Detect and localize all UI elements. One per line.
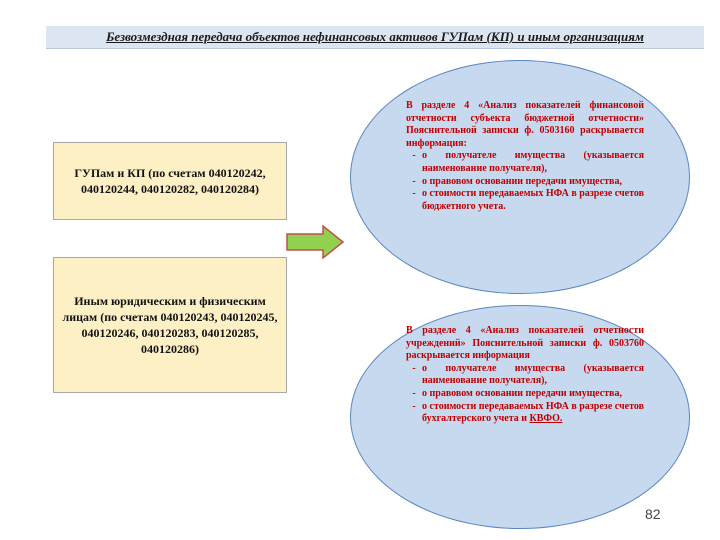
- list-item-text: о правовом основании передачи имущества,: [422, 387, 622, 399]
- list-dash: -: [412, 400, 416, 412]
- recipients-gup-text: ГУПам и КП (по счетам 040120242, 040120244, 040120282, 040120284): [74, 166, 266, 196]
- list-item-text-with-tail: [422, 401, 644, 426]
- disclosure-text-budget: [406, 100, 644, 213]
- list-item: [406, 363, 644, 388]
- recipients-other-box: [53, 257, 287, 393]
- recipients-other-text: Иным юридическим и физическим лицам (по счетам 040120243, 040120245, 040120246, 040120283, 040120285, 040120286): [62, 294, 278, 356]
- title-bar: [46, 26, 704, 49]
- list-item-text: о получателе имущества (указывается наименование получателя),: [422, 362, 644, 387]
- disclosure-text-institution: [406, 325, 644, 426]
- right-arrow-icon: [285, 225, 345, 259]
- list-dash: -: [412, 150, 416, 162]
- list-item-text: о стоимости передаваемых НФА в разрезе счетов бухгалтерского учета и: [422, 400, 645, 425]
- list-item-text: о получателе имущества (указывается наименование получателя),: [422, 150, 644, 174]
- list-item: [406, 188, 644, 213]
- recipients-gup-box: [53, 142, 287, 220]
- list-dash: -: [412, 188, 416, 200]
- disclosure-intro-budget: В разделе 4 «Анализ показателей финансовой отчетности субъекта бюджетной отчетности» Пояснительной записки ф. 0503160 раскрывается информация:: [406, 100, 644, 149]
- slide-title: Безвозмездная передача объектов нефинансовых активов ГУПам (КП) и иным организациям: [106, 29, 644, 44]
- list-dash: -: [412, 387, 416, 399]
- kvfo-underlined: КВФО.: [529, 413, 563, 425]
- list-item: [406, 176, 644, 189]
- list-item-text: о стоимости передаваемых НФА в разрезе счетов бюджетного учета.: [422, 188, 645, 212]
- list-item-text: о правовом основании передачи имущества,: [422, 175, 622, 187]
- list-item: [406, 150, 644, 175]
- list-item: [406, 388, 644, 401]
- list-dash: -: [412, 362, 416, 374]
- page-number: 82: [645, 506, 661, 522]
- disclosure-intro-institution: В разделе 4 «Анализ показателей отчетности учреждений» Пояснительной записки ф. 0503760 раскрывается информация: [406, 325, 644, 362]
- list-dash: -: [412, 175, 416, 187]
- list-item: [406, 401, 644, 426]
